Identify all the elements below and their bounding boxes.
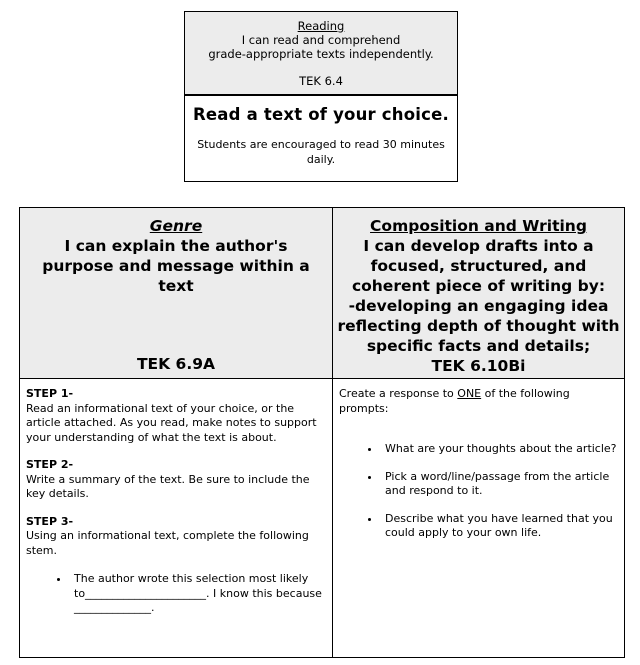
step-title: STEP 1- xyxy=(26,387,74,400)
composition-header xyxy=(333,208,624,379)
step-title: STEP 2- xyxy=(26,458,74,471)
genre-title: Genre xyxy=(149,217,203,235)
reading-task: Read a text of your choice. xyxy=(193,105,449,124)
reading-goal-line-2: grade-appropriate texts independently. xyxy=(208,47,434,61)
composition-statement-line-3: coherent piece of writing by: xyxy=(351,277,606,295)
step-text: Read an informational text of your choice, or the article attached. As you read, make notes to support your understanding of what the text is about. xyxy=(26,401,317,444)
stem-list xyxy=(26,572,326,616)
genre-tek: TEK 6.9A xyxy=(136,355,216,373)
prompt-list xyxy=(339,442,618,541)
genre-header xyxy=(20,208,332,379)
genre-statement: I can explain the author's purpose and message within a text xyxy=(42,237,310,295)
step-text: Write a summary of the text. Be sure to include the key details. xyxy=(26,472,310,500)
reading-body xyxy=(185,105,457,167)
reading-card xyxy=(184,11,458,182)
composition-statement-line-5: reflecting depth of thought with xyxy=(337,317,620,335)
composition-tek: TEK 6.10Bi xyxy=(431,357,526,375)
composition-column xyxy=(333,208,624,657)
reading-title: Reading xyxy=(297,19,345,33)
composition-title: Composition and Writing xyxy=(370,217,587,235)
prompt-intro-one: ONE xyxy=(457,387,482,400)
reading-note: Students are encouraged to read 30 minutes daily. xyxy=(197,138,445,166)
step-1 xyxy=(26,387,326,445)
composition-statement-line-2: focused, structured, and xyxy=(370,257,587,275)
prompt-item: • Describe what you have learned that you could apply to your own life. xyxy=(381,512,618,541)
step-2 xyxy=(26,458,326,502)
prompt-intro-post: of the following prompts: xyxy=(339,387,570,415)
prompt-item: • Pick a word/line/passage from the article and respond to it. xyxy=(381,470,618,499)
composition-statement-line-6: specific facts and details; xyxy=(366,337,591,355)
stem-item: • The author wrote this selection most likely to______________________. I know this because ______________. xyxy=(70,572,326,616)
composition-body xyxy=(333,379,624,541)
genre-body xyxy=(20,379,332,616)
step-text: Using an informational text, complete the following stem. xyxy=(26,529,309,557)
prompt-intro xyxy=(339,387,618,416)
composition-statement-line-4: -developing an engaging idea xyxy=(348,297,609,315)
activity-table xyxy=(19,207,625,658)
reading-tek: TEK 6.4 xyxy=(299,74,343,88)
prompt-intro-pre: Create a response to xyxy=(339,387,458,400)
step-title: STEP 3- xyxy=(26,514,74,528)
prompt-item: • What are your thoughts about the article? xyxy=(381,442,618,457)
genre-column xyxy=(20,208,333,657)
reading-goal-line-1: I can read and comprehend xyxy=(241,33,401,47)
step-3 xyxy=(26,515,326,559)
reading-header xyxy=(185,12,457,96)
composition-statement-line-1: I can develop drafts into a xyxy=(363,237,594,255)
